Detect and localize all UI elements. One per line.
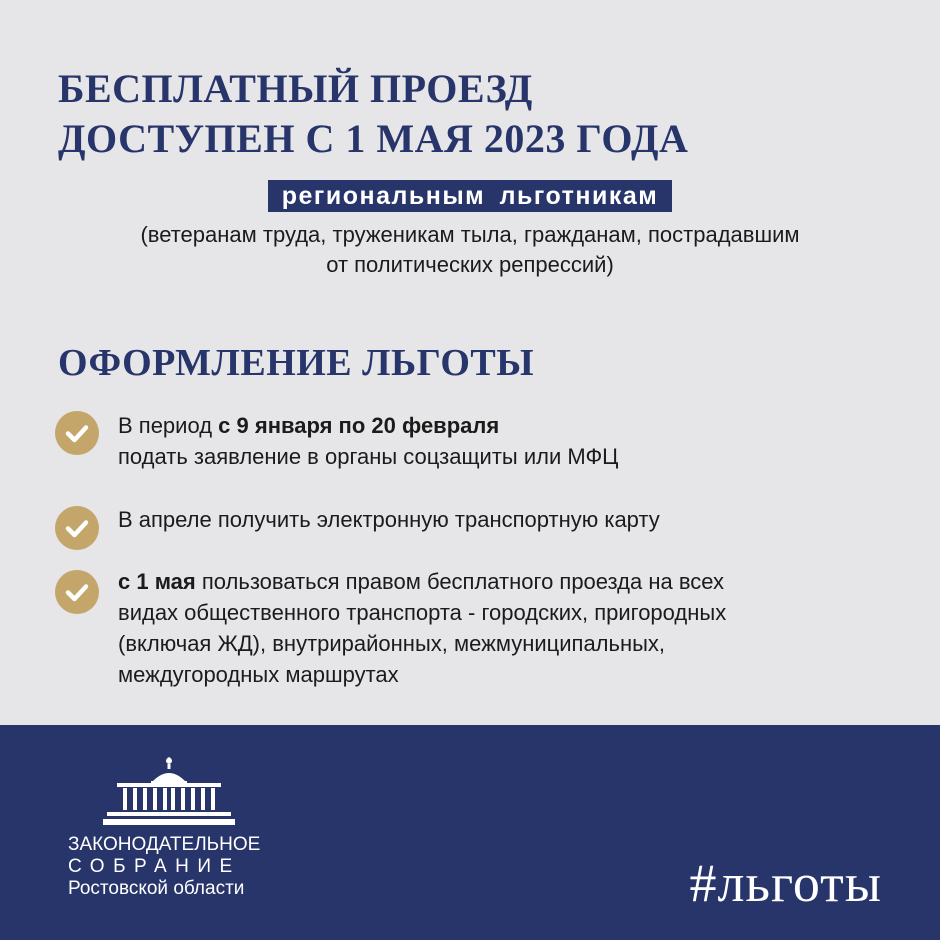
subtitle-line-1: (ветеранам труда, труженикам тыла, гражданам, пострадавшим — [140, 222, 800, 247]
list-item-line — [118, 410, 908, 441]
list-item-line: видах общественного транспорта - городских, пригородных — [118, 600, 727, 625]
organization-name — [68, 834, 260, 900]
section-heading: ОФОРМЛЕНИЕ ЛЬГОТЫ — [58, 342, 535, 384]
list-item-line: В апреле получить электронную транспортную карту — [118, 507, 660, 532]
list-item-free-travel — [118, 566, 908, 690]
list-item-transport-card — [118, 504, 908, 535]
check-circle-icon — [55, 411, 99, 455]
list-item-text: В период — [118, 413, 219, 438]
audience-subtitle — [0, 220, 940, 280]
list-item-bold-text: с 1 мая — [118, 569, 196, 594]
footer-bar — [0, 725, 940, 940]
list-item-line: междугородных маршрутах — [118, 662, 399, 687]
tag-container — [0, 180, 940, 212]
check-circle-icon — [55, 570, 99, 614]
list-item-line — [118, 566, 908, 597]
list-item-line: подать заявление в органы соцзащиты или МФЦ — [118, 444, 619, 469]
list-item-text: пользоваться правом бесплатного проезда на всех — [195, 569, 725, 594]
subtitle-line-2: от политических репрессий) — [326, 252, 614, 277]
org-line-2: СОБРАНИЕ — [68, 856, 241, 877]
list-item-line: (включая ЖД), внутрирайонных, межмуниципальных, — [118, 631, 666, 656]
main-title — [58, 64, 688, 164]
org-line-3: Ростовской области — [68, 878, 245, 899]
title-line-1: БЕСПЛАТНЫЙ ПРОЕЗД — [58, 66, 533, 111]
hashtag: #льготы — [689, 853, 882, 913]
list-item-bold-text: с 9 января по 20 февраля — [218, 413, 500, 438]
check-circle-icon — [55, 506, 99, 550]
parliament-building-icon — [103, 755, 235, 827]
title-line-2: ДОСТУПЕН С 1 МАЯ 2023 ГОДА — [58, 116, 689, 161]
org-line-1: ЗАКОНОДАТЕЛЬНОЕ — [68, 834, 261, 855]
list-item-application-period — [118, 410, 908, 472]
audience-tag: региональным льготникам — [268, 180, 672, 212]
